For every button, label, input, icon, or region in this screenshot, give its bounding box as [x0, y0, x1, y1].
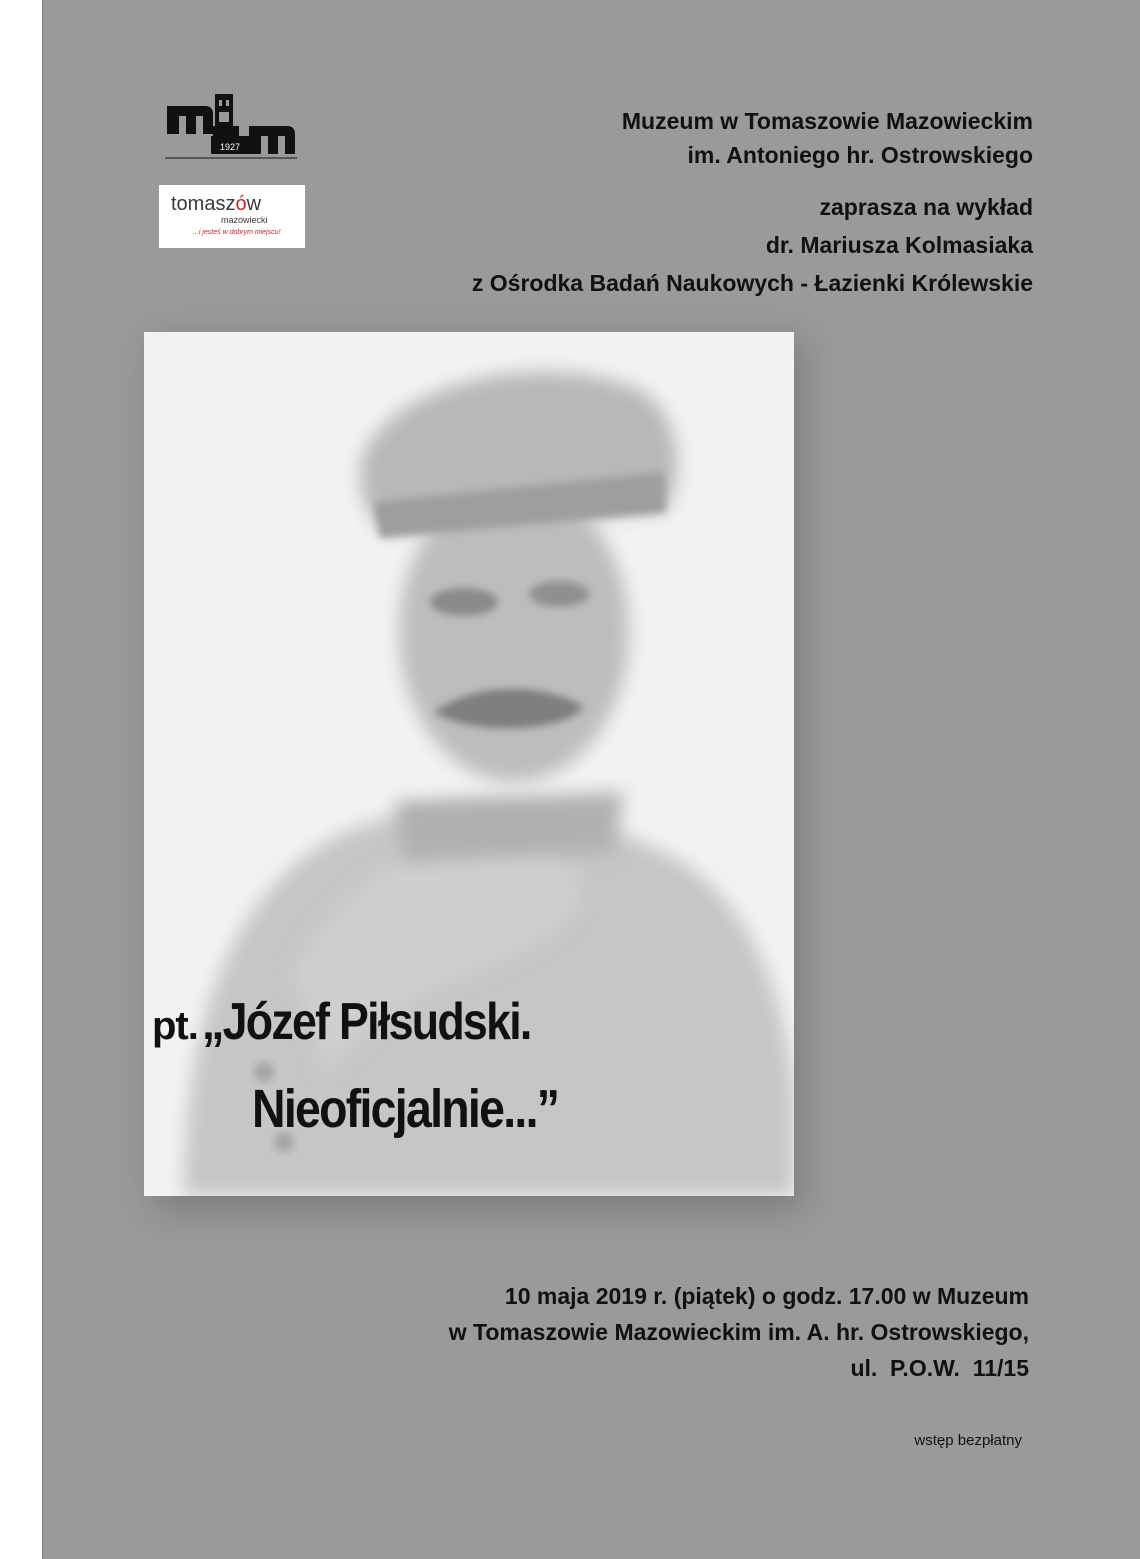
city-logo-tagline: ...i jesteś w dobrym miejscu! [193, 229, 281, 236]
title-line1 [152, 992, 584, 1052]
svg-text:1927: 1927 [220, 142, 241, 152]
city-logo-word: tomaszów [171, 193, 262, 215]
museum-name-line2: im. Antoniego hr. Ostrowskiego [687, 142, 1033, 168]
event-details [269, 1278, 1029, 1386]
title-prefix: pt. [152, 1004, 198, 1048]
header-text [313, 104, 1033, 300]
lecturer-institution: z Ośrodka Badań Naukowych - Łazienki Królewskie [471, 270, 1033, 296]
title-main: „Józef Piłsudski. [202, 993, 531, 1051]
lecturer-name: dr. Mariusza Kolmasiaka [765, 232, 1033, 258]
poster [42, 0, 1140, 1559]
event-address: ul. P.O.W. 11/15 [850, 1355, 1029, 1381]
event-date-time: 10 maja 2019 r. (piątek) o godz. 17.00 w Muzeum [504, 1283, 1029, 1309]
admission-note: wstęp bezpłatny [914, 1432, 1022, 1449]
portrait-illustration [144, 332, 794, 1196]
portrait-photo [144, 332, 794, 1196]
museum-name-line1: Muzeum w Tomaszowie Mazowieckim [621, 108, 1033, 134]
city-logo-sub: mazowiecki [221, 215, 268, 225]
invite-text: zaprasza na wykład [819, 194, 1033, 220]
museum-logo [165, 92, 297, 162]
city-logo [159, 185, 305, 248]
title-line2: Nieoficjalnie...” [252, 1079, 559, 1139]
event-venue: w Tomaszowie Mazowieckim im. A. hr. Ostrowskiego, [448, 1319, 1029, 1345]
